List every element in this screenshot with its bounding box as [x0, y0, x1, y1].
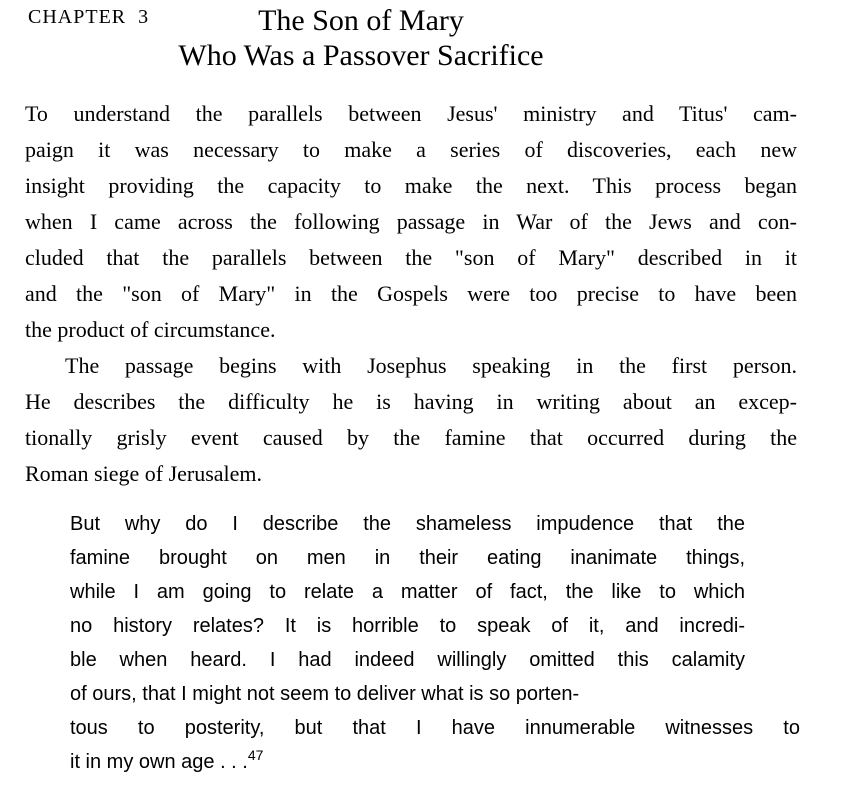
text-line: when I came across the following passage in War of the Jews and con-: [25, 209, 797, 234]
quote-line: [70, 745, 745, 779]
page-title: [0, 3, 722, 73]
quote-line: famine brought on men in their eating inanimate things,: [70, 547, 745, 569]
text-line: the product of circumstance.: [25, 317, 276, 342]
page-body: [25, 96, 800, 779]
text-line: insight providing the capacity to make the next. This process began: [25, 173, 797, 198]
chapter-label: CHAPTER 3: [28, 6, 150, 28]
text-line: To understand the parallels between Jesus' ministry and Titus' cam-: [25, 101, 797, 126]
paragraph-1: [25, 96, 797, 348]
title-line-1: The Son of Mary: [258, 4, 464, 37]
text-line: paign it was necessary to make a series of discoveries, each new: [25, 137, 797, 162]
quote-line: tous to posterity, but that I have innumerable witnesses to: [70, 717, 800, 739]
quote-line: But why do I describe the shameless impudence that the: [70, 513, 745, 535]
text-line: He describes the difficulty he is having in writing about an excep-: [25, 389, 797, 414]
quote-line: ble when heard. I had indeed willingly omitted this calamity: [70, 649, 745, 671]
text-line: cluded that the parallels between the "son of Mary" described in it: [25, 245, 797, 270]
text-line: Roman siege of Jerusalem.: [25, 461, 263, 486]
quote-line: no history relates? It is horrible to speak of it, and incredi-: [70, 615, 745, 637]
paragraph-2: [25, 348, 797, 492]
quote-line: of ours, that I might not seem to deliver what is so porten-: [70, 683, 580, 705]
title-line-2: Who Was a Passover Sacrifice: [178, 39, 544, 72]
block-quote: [70, 507, 800, 779]
text-line: and the "son of Mary" in the Gospels were too precise to have been: [25, 281, 797, 306]
quote-line: while I am going to relate a matter of fact, the like to which: [70, 581, 745, 603]
text-line: tionally grisly event caused by the famine that occurred during the: [25, 425, 797, 450]
quote-text: it in my own age . . .: [70, 751, 248, 773]
footnote-ref: 47: [247, 747, 264, 763]
text-line: The passage begins with Josephus speaking in the first person.: [65, 353, 797, 378]
